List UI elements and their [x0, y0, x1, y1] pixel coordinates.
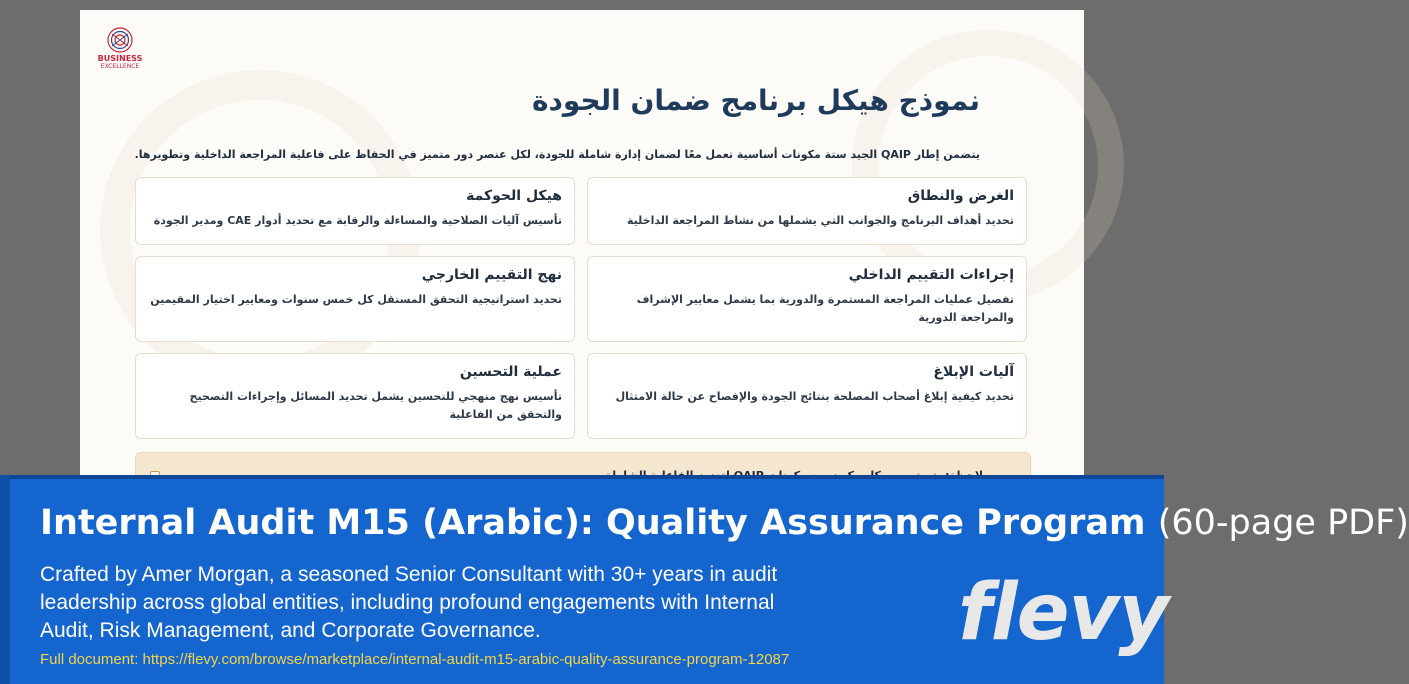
- card-reporting: [587, 353, 1027, 439]
- banner-description: Crafted by Amer Morgan, a seasoned Senior Consultant with 30+ years in audit leadership across global entities, including profound engagements with Internal Audit, Risk Management, and Corporate Governance.: [40, 563, 778, 642]
- card-title: الغرض والنطاق: [907, 188, 1014, 204]
- banner-title-suffix: (60-page PDF): [1157, 503, 1409, 543]
- banner-title: [40, 503, 1409, 543]
- card-external-assessment: [135, 256, 575, 342]
- card-internal-assessment: [587, 256, 1027, 342]
- banner-title-main: Internal Audit M15 (Arabic): Quality Assurance Program: [40, 503, 1146, 543]
- promo-banner: [0, 475, 1409, 684]
- banner-left-edge: [0, 475, 10, 684]
- slide-intro: يتضمن إطار QAIP الجيد ستة مكونات أساسية تعمل معًا لضمان إدارة شاملة للجودة، لكل عنصر دور متميز في الحفاظ على فاعلية المراجعة الداخلية وتطويرها.: [134, 148, 980, 161]
- business-excellence-logo: [94, 26, 146, 70]
- fingerprint-icon: [106, 26, 134, 54]
- banner-top-border: [0, 475, 1164, 479]
- document-link[interactable]: Full document: https://flevy.com/browse/marketplace/internal-audit-m15-arabic-quality-assurance-program-12087: [40, 651, 790, 668]
- card-governance: [135, 177, 575, 245]
- card-text: تحديد كيفية إبلاغ أصحاب المصلحة بنتائج الجودة والإفصاح عن حالة الامتثال: [615, 390, 1014, 403]
- card-text: تحديد استراتيجية التحقق المستقل كل خمس سنوات ومعايير اختيار المقيمين: [150, 293, 562, 306]
- card-title: نهج التقييم الخارجي: [421, 267, 562, 283]
- card-text: تحديد أهداف البرنامج والجوانب التي يشملها من نشاط المراجعة الداخلية: [627, 214, 1014, 227]
- card-title: هيكل الحوكمة: [466, 188, 562, 204]
- document-slide: [80, 10, 1084, 480]
- flevy-logo: flevy: [958, 568, 1169, 658]
- card-text: تفصيل عمليات المراجعة المستمرة والدورية بما يشمل معايير الإشراف والمراجعة الدورية: [636, 293, 1014, 324]
- card-purpose-scope: [587, 177, 1027, 245]
- logo-subtext: EXCELLENCE: [100, 63, 140, 70]
- slide-title: نموذج هيكل برنامج ضمان الجودة: [532, 84, 980, 117]
- card-title: عملية التحسين: [459, 364, 562, 380]
- card-title: إجراءات التقييم الداخلي: [848, 267, 1014, 283]
- logo-text: BUSINESS: [97, 54, 143, 63]
- card-improvement: [135, 353, 575, 439]
- card-text: تأسيس نهج منهجي للتحسين يشمل تحديد المسائل وإجراءات التصحيح والتحقق من الفاعلية: [189, 390, 562, 421]
- card-title: آليات الإبلاغ: [933, 364, 1014, 380]
- card-text: تأسيس آليات الصلاحية والمساءلة والرقابة مع تحديد أدوار CAE ومدير الجودة: [153, 214, 562, 227]
